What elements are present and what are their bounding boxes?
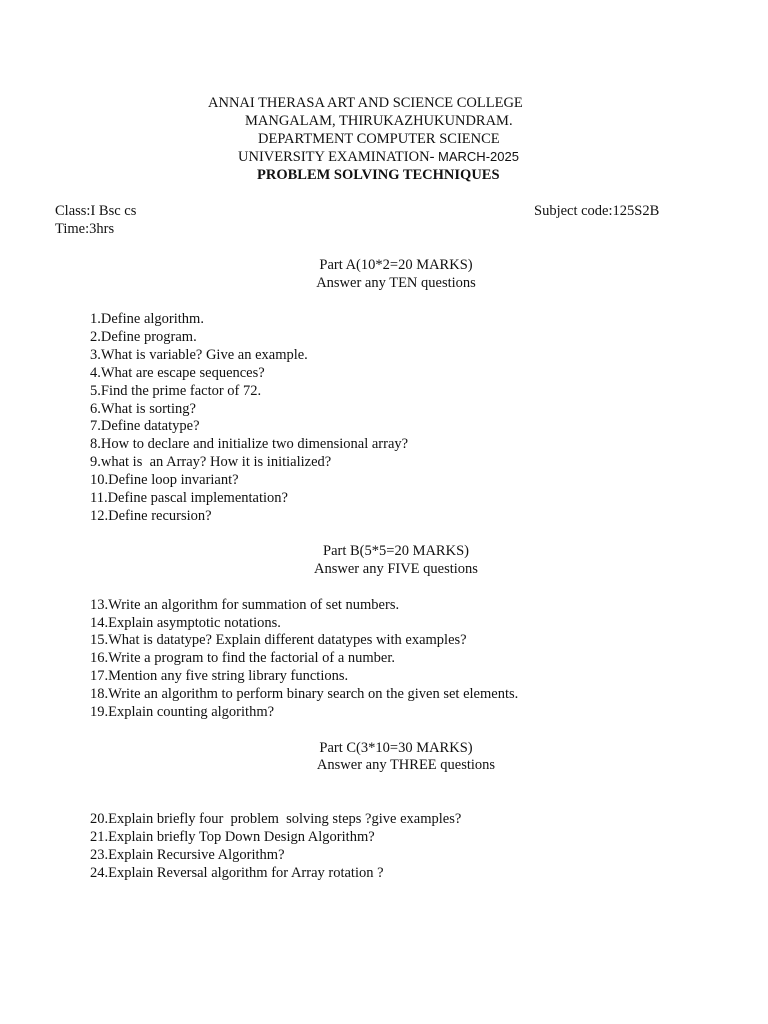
college-location: MANGALAM, THIRUKAZHUKUNDRAM. xyxy=(245,113,513,129)
question-item: 4.What are escape sequences? xyxy=(90,365,265,381)
question-item: 13.Write an algorithm for summation of set numbers. xyxy=(90,597,400,613)
question-item: 10.Define loop invariant? xyxy=(90,472,239,488)
part-a-instruction: Answer any TEN questions xyxy=(316,275,476,291)
question-item: 21.Explain briefly Top Down Design Algorithm? xyxy=(90,829,375,845)
question-item: 1.Define algorithm. xyxy=(90,311,204,327)
part-c-instruction: Answer any THREE questions xyxy=(316,757,496,773)
question-item: 5.Find the prime factor of 72. xyxy=(90,383,262,399)
question-item: 14.Explain asymptotic notations. xyxy=(90,615,281,631)
question-item: 23.Explain Recursive Algorithm? xyxy=(90,847,285,863)
exam-title xyxy=(238,148,519,166)
question-item: 19.Explain counting algorithm? xyxy=(90,704,275,720)
question-item: 24.Explain Reversal algorithm for Array rotation ? xyxy=(90,865,384,881)
class-info: Class:I Bsc cs xyxy=(55,203,137,219)
exam-prefix: UNIVERSITY EXAMINATION- xyxy=(238,149,439,165)
question-item: 11.Define pascal implementation? xyxy=(90,490,288,506)
question-item: 20.Explain briefly four problem solving steps ?give examples? xyxy=(90,811,462,827)
question-item: 8.How to declare and initialize two dimensional array? xyxy=(90,436,409,452)
part-c-title: Part C(3*10=30 MARKS) xyxy=(319,740,473,756)
exam-date: MARCH-2025 xyxy=(438,149,519,164)
subject-code: Subject code:125S2B xyxy=(534,203,660,219)
subject-title: PROBLEM SOLVING TECHNIQUES xyxy=(257,167,500,183)
question-item: 15.What is datatype? Explain different datatypes with examples? xyxy=(90,632,467,648)
college-name: ANNAI THERASA ART AND SCIENCE COLLEGE xyxy=(208,95,523,111)
question-item: 16.Write a program to find the factorial of a number. xyxy=(90,650,396,666)
question-item: 17.Mention any five string library functions. xyxy=(90,668,349,684)
question-item: 2.Define program. xyxy=(90,329,197,345)
question-item: 6.What is sorting? xyxy=(90,401,196,417)
question-item: 3.What is variable? Give an example. xyxy=(90,347,308,363)
question-item: 9.what is an Array? How it is initialized? xyxy=(90,454,332,470)
time-info: Time:3hrs xyxy=(55,221,115,237)
part-b-instruction: Answer any FIVE questions xyxy=(314,561,478,577)
part-b-title: Part B(5*5=20 MARKS) xyxy=(323,543,469,559)
part-a-title: Part A(10*2=20 MARKS) xyxy=(319,257,473,273)
question-item: 18.Write an algorithm to perform binary search on the given set elements. xyxy=(90,686,519,702)
question-item: 7.Define datatype? xyxy=(90,418,200,434)
department-name: DEPARTMENT COMPUTER SCIENCE xyxy=(258,131,500,147)
question-item: 12.Define recursion? xyxy=(90,508,212,524)
